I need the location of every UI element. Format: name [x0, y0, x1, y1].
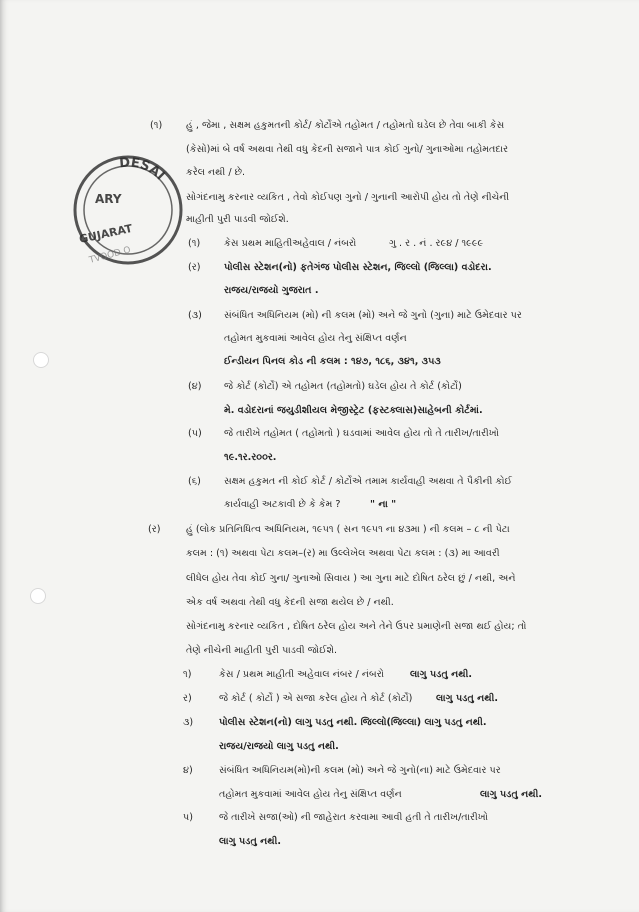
section-2-para1-line4: એક વર્ષ અથવા તેથી વધુ કેદની સજા થયેલ છે / નથી.	[186, 597, 394, 608]
stamp-left-text: ARY	[95, 192, 122, 206]
punch-hole-top	[33, 352, 49, 368]
notary-stamp	[48, 135, 201, 285]
s2-item4-num: ૪)	[183, 765, 193, 776]
stamp-bottom: TVOOD.O	[88, 245, 132, 266]
s1-item5-line2: ૧૯.૧ર.ર૦૦ર.	[224, 452, 277, 463]
s1-item5-num: (પ)	[188, 428, 202, 439]
s1-item6-line2: કાર્યવાહી અટકાવી છે કે કેમ ?	[224, 499, 341, 510]
svg-text:DESAI	[119, 155, 168, 183]
s1-item6-answer: " ના "	[370, 499, 397, 510]
s1-item2-num: (ર)	[188, 262, 201, 273]
s2-item1-label: કેસ / પ્રથમ માહીતી અહેવાલ નંબર / નંબરો	[219, 669, 385, 680]
section-1-para1-line3: કરેલ નથી / છે.	[186, 167, 246, 178]
s1-item6-num: (૬)	[188, 476, 201, 487]
s2-item2-value: લાગુ પડતુ નથી.	[436, 693, 499, 704]
s1-item4-line2: મે. વડોદરાનાં જયુડીશીયલ મેજીસ્ટ્રેટ (ફસ્ટક્લાસ)સાહેબની કોર્ટમાં.	[224, 405, 483, 416]
s2-item4-line2: તહોમત મુકવામાં આવેલ હોય તેનુ સંક્ષિપ્ત વર્ણન	[219, 789, 402, 800]
s2-item4-value: લાગુ પડતુ નથી.	[480, 789, 543, 800]
s2-item3-num: ૩)	[183, 717, 194, 728]
stamp-name: DESAI	[118, 155, 168, 184]
section-2-para1-line3: લીધેલ હોય તેવા કોઈ ગુના/ ગુનાઓ સિવાય ) આ ગુના માટે દોષિત ઠરેલ છું / નથી, અને	[186, 573, 516, 584]
section-1-para1-line2: (કેસો)માં બે વર્ષ અથવા તેથી વધુ કેદની સજાને પાત્ર કોઈ ગુનો/ ગુનાઓમા તહોમતદાર	[186, 144, 509, 155]
s2-item3-line2: રાજય/રાજયો લાગુ પડતુ નથી.	[219, 741, 339, 752]
s1-item4-num: (૪)	[188, 381, 202, 392]
s1-item4-line1: જે કોર્ટ (કોર્ટો) એ તહોમત (તહોમતો) ઘડેલ હોય તે કોર્ટ (કોર્ટો)	[224, 381, 462, 392]
s2-item2-label: જે કોર્ટ ( કોર્ટો ) એ સજા કરેલ હોય તે કોર્ટ (કોર્ટો)	[219, 693, 413, 704]
s1-item6-line1: સક્ષમ હકુમત ની કોઈ કોર્ટ / કોર્ટોએ તમામ કાર્યવાહી અથવા તે પૈકીની કોઈ	[224, 476, 512, 487]
stamp-state: GUJARAT	[77, 221, 134, 246]
section-1-para2-line1: સોગંદનામુ કરનાર વ્યકિત , તેવો કોઈપણ ગુનો / ગુનાની આરોપી હોય તો તેણે નીચેની	[186, 192, 510, 203]
s2-item1-value: લાગુ પડતુ નથી.	[410, 669, 473, 680]
s1-item3-num: (૩)	[188, 310, 202, 321]
s1-item1-value: ગુ . ર . નં . ર૯૪ / ૧૯૯૯	[389, 238, 484, 249]
s2-item4-line1: સંબંધિત અધિનિયમ(મો)ની કલમ (મો) અને જે ગુનો(ના) માટે ઉમેદવાર પર	[219, 765, 501, 776]
punch-hole-bottom	[30, 588, 46, 604]
s1-item2-line2: રાજય/રાજયો ગુજરાત .	[224, 285, 319, 296]
section-2-para1-line2: કલમ : (૧) અથવા પેટા કલમ–(ર) મા ઉલ્લેખેલ અથવા પેટા કલમ : (૩) મા આવરી	[186, 548, 500, 559]
s1-item2-line1: પોલીસ સ્ટેશન(નો) ફતેગંજ પોલીસ સ્ટેશન, જિલ્લો (જિલ્લા) વડોદરા.	[224, 262, 492, 273]
s2-item5-line1: જે તારીખે સજા(ઓ) ની જાહેરાત કરવામા આવી હતી તે તારીખ/તારીખો	[219, 812, 489, 823]
s2-item5-num: પ)	[183, 812, 193, 823]
s1-item3-line2: તહોમત મુકવામાં આવેલ હોય તેનુ સંક્ષિપ્ત વર્ણન	[224, 333, 407, 344]
s1-item1-label: કેસ પ્રથમ માહિતીઅહેવાલ / નંબરો	[224, 238, 357, 249]
section-2-para1-line1: હું (લોક પ્રતિનિધિત્વ અધિનિયમ, ૧૯૫૧ ( સન ૧૯૫૧ ના ૪૩મા ) ની કલમ – ૮ ની પેટા	[186, 524, 510, 535]
s2-item1-num: ૧)	[183, 669, 192, 680]
s1-item1-num: (૧)	[188, 238, 201, 249]
section-1-para2-line2: માહીતી પુરી પાડવી જોઈશે.	[186, 214, 289, 225]
section-1-para1-line1: હું , જેમા , સક્ષમ હકુમતની કોર્ટ/ કોર્ટોએ તહોમત / તહોમતો ઘડેલ છે તેવા બાકી કેસ	[186, 120, 505, 131]
s2-item3-line1: પોલીસ સ્ટેશન(નો) લાગુ પડતુ નથી. જિલ્લો(જિલ્લા) લાગુ પડતુ નથી.	[219, 717, 487, 728]
section-2-number: (ર)	[148, 524, 161, 535]
section-1-number: (૧)	[150, 120, 163, 131]
section-2-para2-line2: તેણે નીચેની માહીતી પુરી પાડવી જોઈશે.	[186, 645, 338, 656]
s2-item2-num: ર)	[183, 693, 192, 704]
s1-item3-line1: સંબંધિત અધિનિયમ (મો) ની કલમ (મો) અને જે ગુનો (ગુના) માટે ઉમેદવાર પર	[224, 310, 522, 321]
s2-item5-line2: લાગુ પડતુ નથી.	[219, 836, 282, 847]
s1-item5-line1: જે તારીખે તહોમત ( તહોમતો ) ઘડવામાં આવેલ હોય તો તે તારીખ/તારીખો	[224, 428, 500, 439]
s1-item3-line3: ઈન્ડીયન પિનલ કોડ ની કલમ : ૧૪૭, ૧૮૬, ૩૪૧, ૩૫૩	[224, 356, 441, 367]
section-2-para2-line1: સોગંદનામુ કરનાર વ્યકિત , દોષિત ઠરેલ હોય અને તેને ઉપર પ્રમાણેની સજા થઈ હોય; તો	[186, 621, 527, 632]
